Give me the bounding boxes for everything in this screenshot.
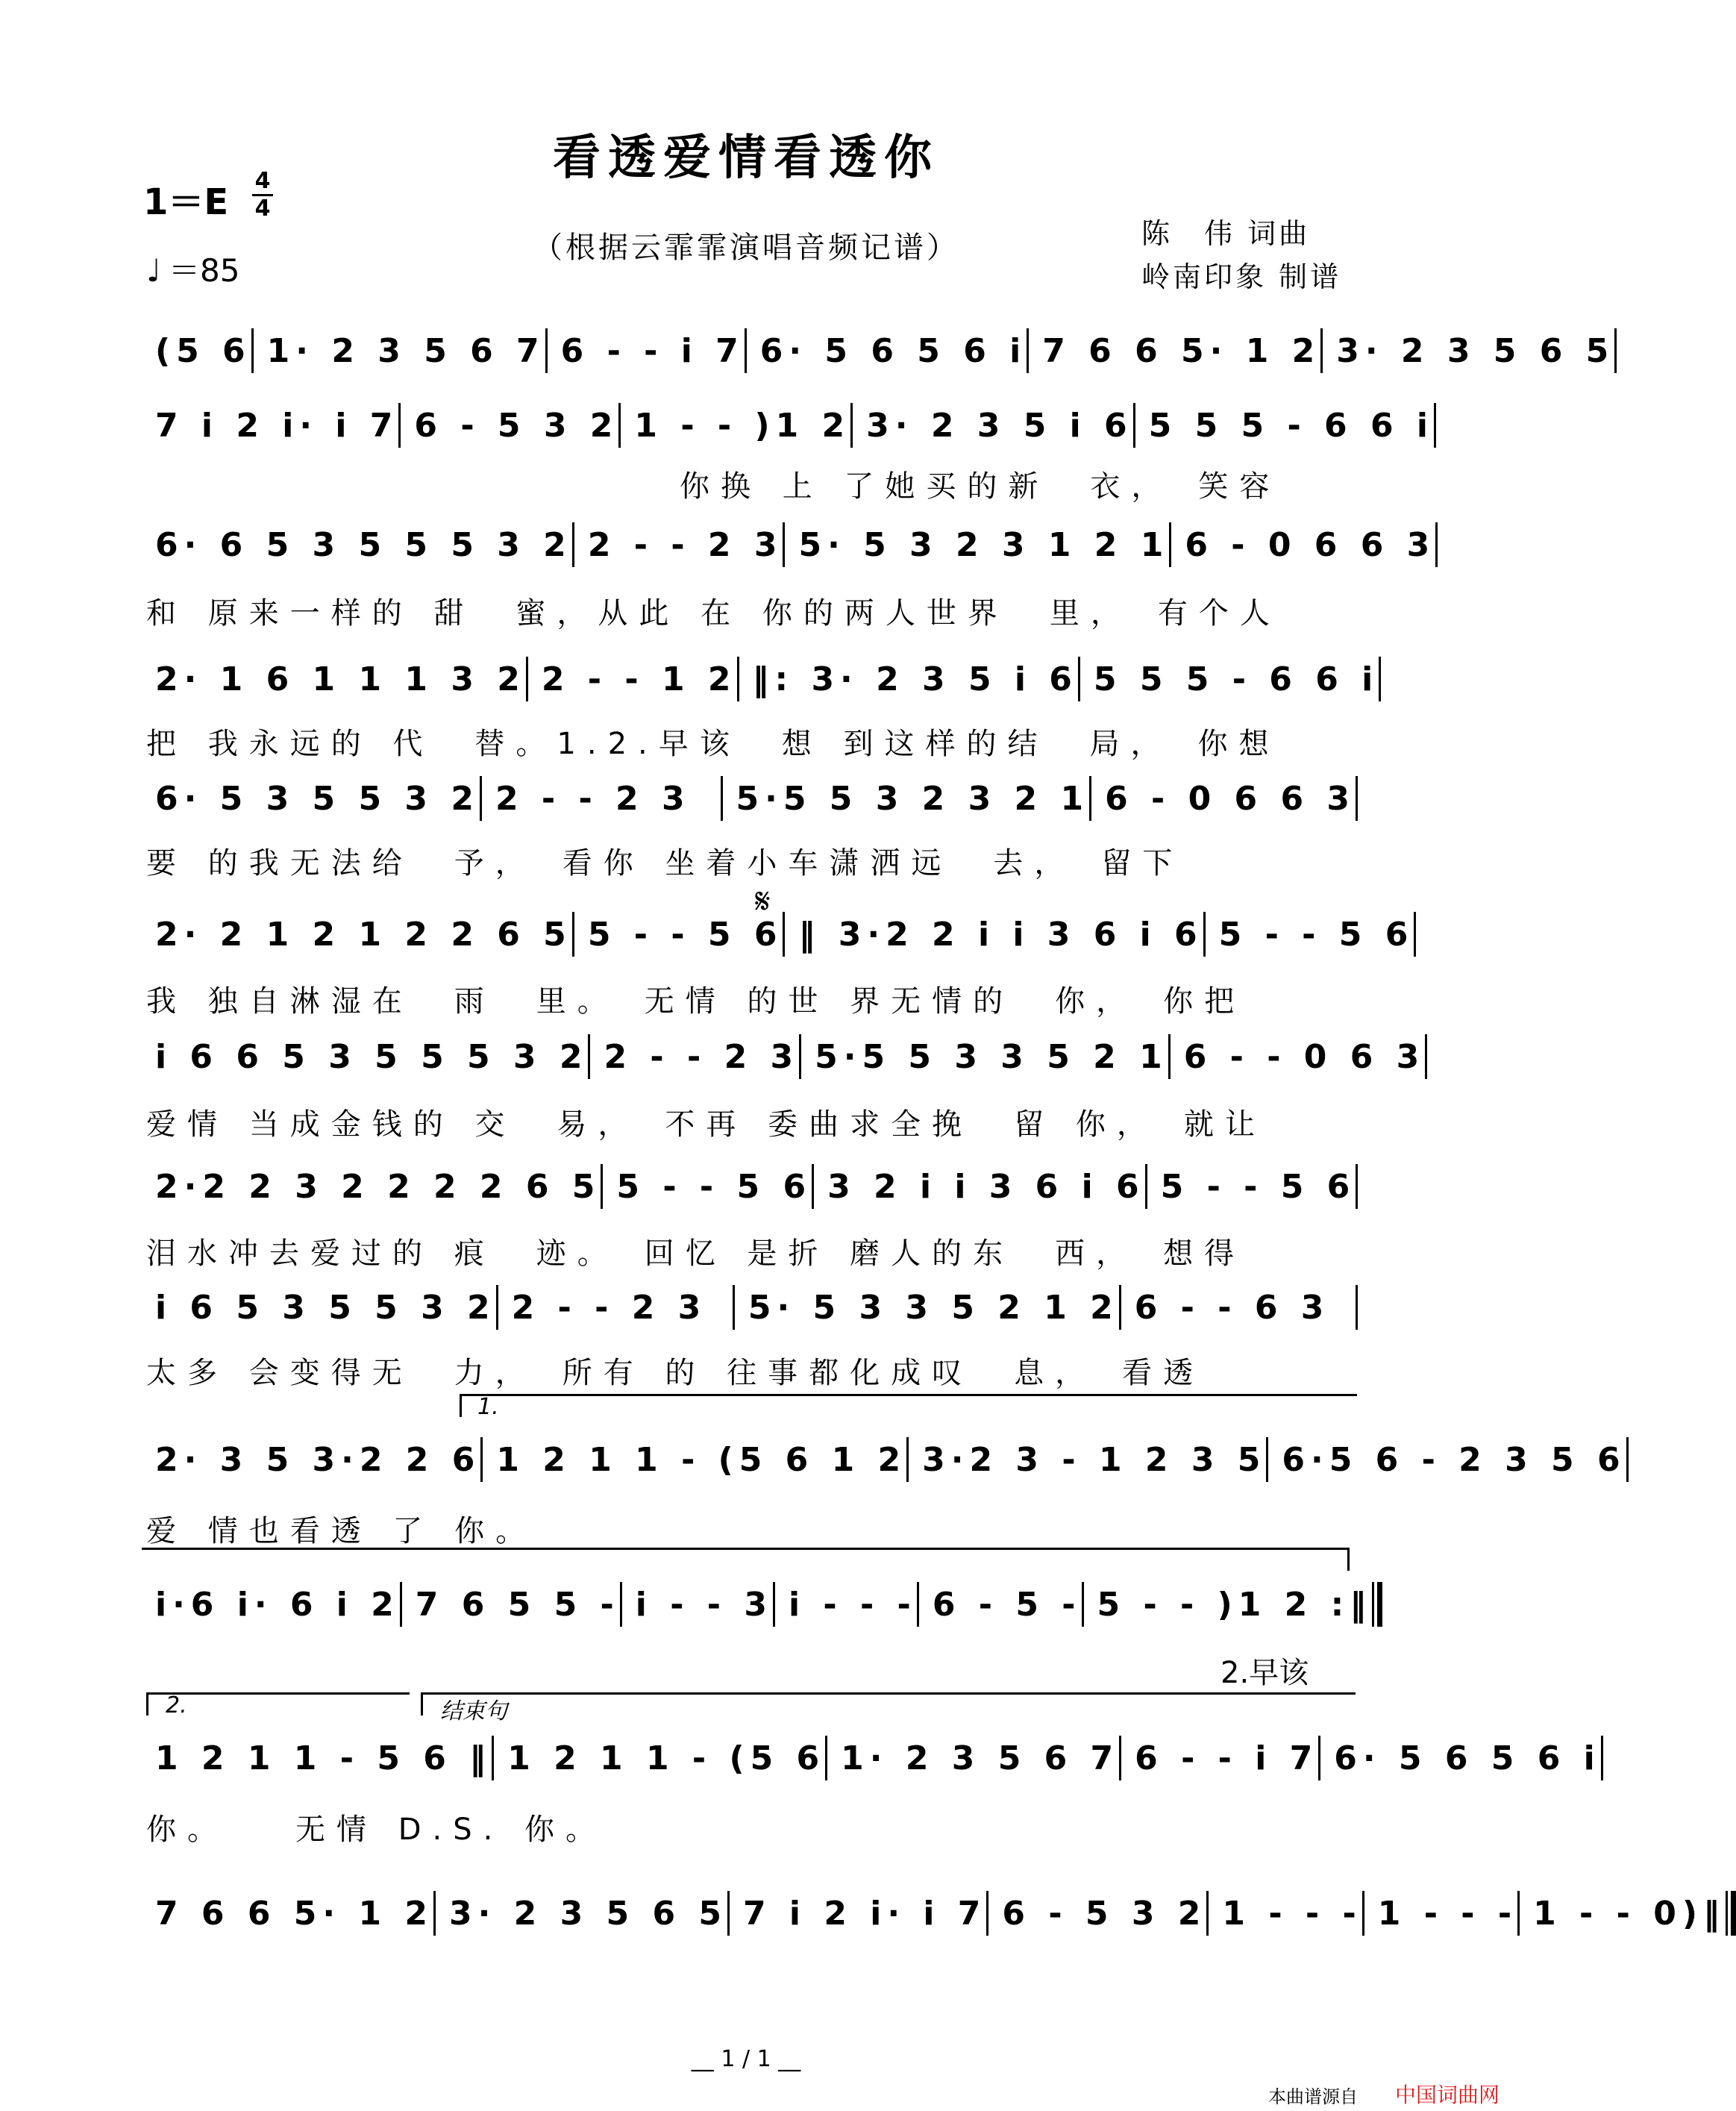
song-title: 看透爱情看透你 xyxy=(553,130,939,186)
measure: 1 - - )1 2 xyxy=(634,406,851,445)
lyrics-line-9: 太多 会变得无 力， 所有 的 往事都化成叹 息， 看透 xyxy=(146,1356,1205,1390)
measure: 5 - - 5 6 xyxy=(616,1167,812,1206)
measure: 6 - - i 7 xyxy=(560,331,745,370)
time-signature xyxy=(252,169,273,222)
subtitle: （根据云霏霏演唱音频记谱） xyxy=(533,231,959,265)
score-system-2 xyxy=(142,403,1434,448)
score-system-11 xyxy=(142,1582,1373,1627)
lyricist-credit: 陈 伟 词曲 xyxy=(1141,217,1311,250)
lyrics-line-8: 泪水冲去爱过的 痕 迹。 回忆 是折 磨人的东 西， 想得 xyxy=(146,1236,1246,1271)
measure: 1 - - 0)‖ xyxy=(1533,1894,1726,1933)
measure: i 6 5 3 5 5 3 2 xyxy=(155,1288,496,1327)
measure: 6 - 0 6 6 3 xyxy=(1185,525,1436,564)
measure: 2· 2 1 2 1 2 2 6 5 xyxy=(155,915,572,954)
score-system-6 xyxy=(142,912,1414,957)
measure: 5 - - 5 6 xyxy=(587,915,783,954)
measure: 1 - - - xyxy=(1222,1894,1362,1933)
measure: 5·5 5 3 2 3 2 1 xyxy=(736,779,1090,818)
measure: 6 - 5 - xyxy=(932,1585,1082,1624)
measure: 6· 5 6 5 6 i xyxy=(759,331,1027,370)
measure: 6· 6 5 3 5 5 5 3 2 xyxy=(155,525,572,564)
first-ending-bracket xyxy=(460,1394,1357,1417)
ending-phrase-label: 结束句 xyxy=(440,1698,507,1724)
lyrics-line-3: 和 原来一样的 甜 蜜，从此 在 你的两人世界 里， 有个人 xyxy=(146,596,1281,631)
site-watermark: 中国词曲网 xyxy=(1395,2083,1500,2107)
measure: 6· 5 3 5 5 3 2 xyxy=(155,779,480,818)
measure: 5 5 5 - 6 6 i xyxy=(1148,406,1434,445)
measure: 6· 5 6 5 6 i xyxy=(1334,1739,1601,1777)
page-number: __ 1 / 1 __ xyxy=(691,2046,801,2072)
score-system-4 xyxy=(142,657,1379,701)
lyrics-line-4: 把 我永远的 代 替。1.2.早该 想 到这样的结 局， 你想 xyxy=(146,727,1280,761)
time-top: 4 xyxy=(254,168,271,194)
measure: 2· 1 6 1 1 1 3 2 xyxy=(155,660,526,698)
quarter-note-icon: ♩ xyxy=(146,252,161,289)
score-system-12 xyxy=(142,1736,1601,1780)
measure: 2 - - 2 3 xyxy=(495,779,691,818)
measure: 6 - 5 3 2 xyxy=(414,406,619,445)
time-bottom: 4 xyxy=(254,196,271,222)
measure: i - - 3 xyxy=(635,1585,773,1624)
measure: 1· 2 3 5 6 7 xyxy=(266,331,545,370)
measure: ‖ 3·2 2 i i 3 6 i 6 xyxy=(798,915,1203,954)
measure: 1· 2 3 5 6 7 xyxy=(841,1739,1120,1777)
score-system-10 xyxy=(142,1437,1626,1482)
first-ending-label: 1. xyxy=(477,1394,499,1420)
measure: 3· 2 3 5 6 5 xyxy=(449,1894,727,1933)
measure: 6 - - i 7 xyxy=(1135,1739,1319,1777)
measure: 5 - - 5 6 xyxy=(1160,1167,1356,1206)
score-system-8 xyxy=(142,1164,1358,1209)
measure: ‖: 3· 2 3 5 i 6 xyxy=(752,660,1078,698)
measure: i·6 i· 6 i 2 xyxy=(155,1585,400,1624)
score-system-5 xyxy=(142,776,1358,821)
measure: 7 i 2 i· i 7 xyxy=(155,406,399,445)
measure: 5 - - 5 6 xyxy=(1218,915,1414,954)
measure: 6 - 5 3 2 xyxy=(1002,1894,1207,1933)
measure: 6 - 0 6 6 3 xyxy=(1105,779,1356,818)
measure: 5 - - )1 2 :‖ xyxy=(1097,1585,1373,1624)
score-system-7 xyxy=(142,1034,1426,1079)
measure: 1 2 1 1 - (5 6 xyxy=(507,1739,826,1777)
measure: 6 - - 0 6 3 xyxy=(1183,1037,1426,1076)
second-ending-label: 2. xyxy=(166,1692,187,1718)
ending-phrase-bracket xyxy=(421,1692,1356,1716)
measure: 2· 3 5 3·2 2 6 xyxy=(155,1440,481,1479)
lyrics-line-10: 爱 情也看透 了 你。 xyxy=(146,1514,537,1548)
score-system-3 xyxy=(142,522,1436,567)
measure: 3·2 3 - 1 2 3 5 xyxy=(922,1440,1267,1479)
measure: 5· 5 3 2 3 1 2 1 xyxy=(798,525,1170,564)
measure: 1 - - - xyxy=(1377,1894,1518,1933)
tempo-marking xyxy=(139,246,239,291)
measure: 5· 5 3 3 5 2 1 2 xyxy=(748,1288,1119,1327)
score-system-9 xyxy=(142,1285,1358,1330)
measure: 3· 2 3 5 i 6 xyxy=(866,406,1133,445)
measure: 3 2 i i 3 6 i 6 xyxy=(827,1167,1145,1206)
measure: 5 5 5 - 6 6 i xyxy=(1093,660,1379,698)
measure: 2 - - 2 3 xyxy=(587,525,783,564)
repeat-hint: 2.早该 xyxy=(1220,1656,1309,1690)
measure: 7 6 5 5 - xyxy=(415,1585,620,1624)
measure: i - - - xyxy=(788,1585,917,1624)
measure: 7 i 2 i· i 7 xyxy=(743,1894,987,1933)
measure: 6 - - 6 3 xyxy=(1134,1288,1330,1327)
lyrics-line-6: 我 独自淋湿在 雨 里。 无情 的世 界无情的 你， 你把 xyxy=(146,984,1246,1019)
measure: 2 - - 2 3 xyxy=(604,1037,800,1076)
key-signature: 1＝E xyxy=(143,181,229,223)
measure: 1 2 1 1 - (5 6 1 2 xyxy=(496,1440,907,1479)
arranger-credit: 岭南印象 制谱 xyxy=(1141,260,1342,293)
lyrics-line-12: 你。 无情 D.S. 你。 xyxy=(146,1813,607,1847)
measure: 2·2 2 3 2 2 2 2 6 5 xyxy=(155,1167,601,1206)
score-system-1 xyxy=(142,328,1615,373)
measure: 2 - - 1 2 xyxy=(541,660,737,698)
measure: 5·5 5 3 3 5 2 1 xyxy=(815,1037,1168,1076)
measure: (5 6 xyxy=(155,331,251,370)
lyrics-line-7: 爱情 当成金钱的 交 易， 不再 委曲求全挽 留 你， 就让 xyxy=(146,1107,1266,1142)
segno-icon: 𝄋 xyxy=(755,881,771,922)
measure: 2 - - 2 3 xyxy=(511,1288,707,1327)
score-system-13 xyxy=(142,1891,1726,1936)
lyrics-line-5: 要 的我无法给 予， 看你 坐着小车潇洒远 去， 留下 xyxy=(146,846,1184,881)
measure: 7 6 6 5· 1 2 xyxy=(1042,331,1321,370)
measure: 1 2 1 1 - 5 6 ‖ xyxy=(155,1739,492,1777)
measure: 6·5 6 - 2 3 5 6 xyxy=(1282,1440,1626,1479)
lyrics-line-2: 你换 上 了她买的新 衣， 笑容 xyxy=(146,469,1281,504)
tempo-value: ＝85 xyxy=(169,252,240,289)
source-note: 本曲谱源自 xyxy=(1268,2086,1358,2107)
measure: i 6 6 5 3 5 5 5 3 2 xyxy=(155,1037,589,1076)
measure: 7 6 6 5· 1 2 xyxy=(155,1894,433,1933)
first-ending-bracket-continued xyxy=(142,1548,1350,1571)
measure: 3· 2 3 5 6 5 xyxy=(1336,331,1615,370)
